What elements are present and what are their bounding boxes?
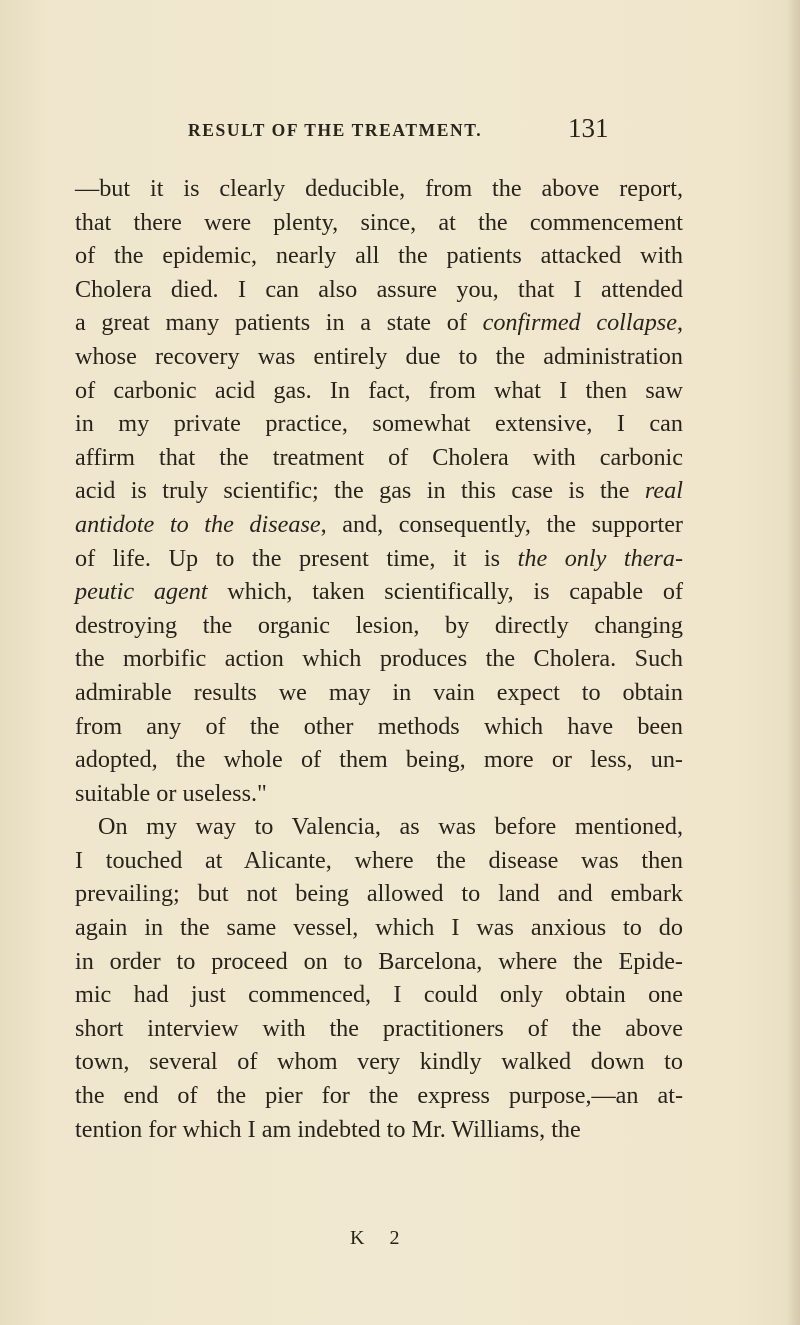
text-segment: in order to proceed on to Barcelona, where the Epide- xyxy=(75,947,683,975)
text-line xyxy=(75,239,683,273)
text-segment: from any of the other methods which have been xyxy=(75,712,683,740)
text-line xyxy=(75,743,683,777)
text-line xyxy=(75,1012,683,1046)
text-line xyxy=(75,374,683,408)
running-head: RESULT OF THE TREATMENT. xyxy=(188,120,483,140)
text-line xyxy=(75,474,683,508)
paragraph xyxy=(75,172,683,810)
text-line xyxy=(75,844,683,878)
text-line xyxy=(75,206,683,240)
text-segment: short interview with the practitioners of the above xyxy=(75,1014,683,1042)
text-segment: affirm that the treatment of Cholera with carbonic xyxy=(75,443,683,471)
text-line xyxy=(75,676,683,710)
text-line xyxy=(75,945,683,979)
text-line xyxy=(75,877,683,911)
text-line xyxy=(75,273,683,307)
text-line xyxy=(75,1045,683,1079)
italic-text: confirmed collapse xyxy=(482,309,677,337)
italic-text: antidote to the disease xyxy=(75,510,321,538)
page-number: 131 xyxy=(568,113,609,143)
text-segment: that there were plenty, since, at the commencement xyxy=(75,208,683,236)
text-segment: , xyxy=(676,309,683,337)
text-line xyxy=(75,609,683,643)
text-line xyxy=(75,340,683,374)
text-line xyxy=(75,710,683,744)
text-line xyxy=(75,978,683,1012)
page-fold-shadow xyxy=(786,0,800,1325)
text-segment: On my way to Valencia, as was before mentioned, xyxy=(98,813,683,841)
text-segment: tention for which I am indebted to Mr. Williams, the xyxy=(75,1115,581,1143)
body-text xyxy=(75,172,683,1146)
text-segment: the morbific action which produces the Cholera. Such xyxy=(75,645,683,673)
text-segment: I touched at Alicante, where the disease was then xyxy=(75,846,683,874)
italic-text: real xyxy=(644,477,683,505)
text-line xyxy=(75,1079,683,1113)
italic-text: peutic agent xyxy=(75,578,208,606)
signature-mark: K 2 xyxy=(350,1227,410,1249)
text-line xyxy=(75,642,683,676)
text-line xyxy=(75,172,683,206)
italic-text: the only thera- xyxy=(517,544,683,572)
text-line xyxy=(75,911,683,945)
text-line xyxy=(75,777,683,811)
text-segment: the end of the pier for the express purpose,—an at- xyxy=(75,1082,683,1110)
text-line xyxy=(75,407,683,441)
text-segment: in my private practice, somewhat extensive, I can xyxy=(75,410,683,438)
text-line xyxy=(75,441,683,475)
page-header xyxy=(0,113,800,148)
text-segment: whose recovery was entirely due to the administration xyxy=(75,342,683,370)
text-segment: of life. Up to the present time, it is xyxy=(75,544,518,572)
text-segment: again in the same vessel, which I was anxious to do xyxy=(75,914,683,942)
text-segment: prevailing; but not being allowed to land and embark xyxy=(75,880,683,908)
text-segment: town, several of whom very kindly walked down to xyxy=(75,1048,683,1076)
text-segment: adopted, the whole of them being, more or less, un- xyxy=(75,746,683,774)
text-segment: destroying the organic lesion, by directly changing xyxy=(75,611,683,639)
text-line xyxy=(75,542,683,576)
text-line xyxy=(75,1113,683,1147)
text-segment: acid is truly scientific; the gas in this case is the xyxy=(75,477,645,505)
text-segment: which, taken scientifically, is capable of xyxy=(207,578,684,606)
text-segment: suitable or useless." xyxy=(75,779,267,807)
text-segment: a great many patients in a state of xyxy=(75,309,483,337)
text-segment: of the epidemic, nearly all the patients attacked with xyxy=(75,242,683,270)
text-segment: of carbonic acid gas. In fact, from what I then saw xyxy=(75,376,683,404)
text-line xyxy=(75,306,683,340)
text-segment: —but it is clearly deducible, from the above report, xyxy=(75,175,683,202)
text-line xyxy=(75,508,683,542)
text-segment: Cholera died. I can also assure you, that I attended xyxy=(75,275,683,303)
text-segment: , and, consequently, the supporter xyxy=(320,510,683,538)
text-segment: mic had just commenced, I could only obtain one xyxy=(75,981,683,1009)
text-line xyxy=(75,575,683,609)
paragraph xyxy=(75,810,683,1146)
text-segment: admirable results we may in vain expect to obtain xyxy=(75,678,683,706)
text-line xyxy=(75,810,683,844)
